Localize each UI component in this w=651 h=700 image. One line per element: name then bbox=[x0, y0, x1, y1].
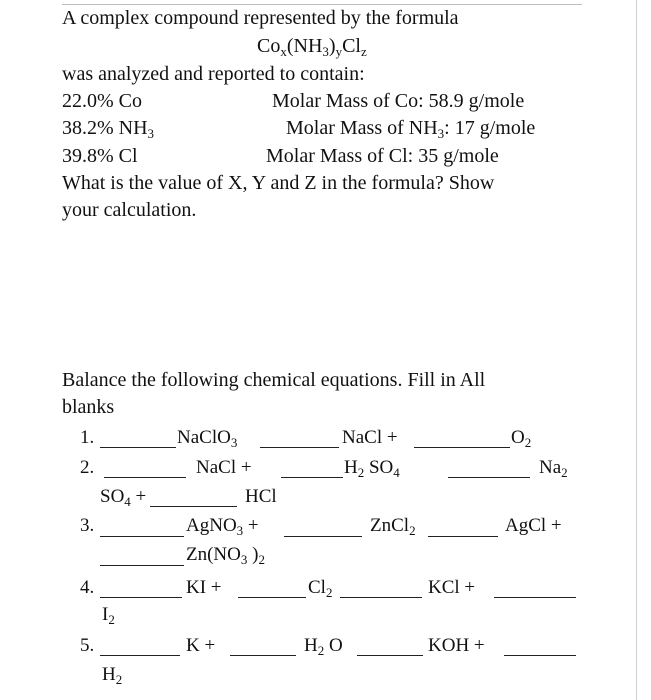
eq2-number: 2. bbox=[80, 457, 95, 478]
compound-formula: $Co_x(NH_3)_yCl_z$ bbox=[257, 35, 367, 59]
eq2-product-2: HCl bbox=[245, 486, 277, 507]
eq4-blank-2[interactable] bbox=[238, 597, 306, 598]
cl-percent: 39.8% Cl bbox=[62, 145, 138, 167]
eq5-blank-1[interactable] bbox=[100, 655, 180, 656]
balance-heading-line-1: Balance the following chemical equations. Fill in All bbox=[62, 369, 486, 391]
eq3-blank-3[interactable] bbox=[428, 536, 498, 537]
eq2-blank-1[interactable] bbox=[104, 477, 186, 478]
eq4-product-1: KCl + bbox=[428, 577, 476, 598]
eq2-product-1: $Na_2$ bbox=[539, 457, 568, 480]
right-border bbox=[636, 0, 637, 700]
eq2-reactant-2: $H_2$ $SO_4$ bbox=[344, 457, 400, 480]
eq1-blank-3[interactable] bbox=[414, 447, 510, 448]
eq2-blank-3[interactable] bbox=[448, 477, 530, 478]
balance-heading-line-2: blanks bbox=[62, 396, 115, 418]
eq5-number: 5. bbox=[80, 635, 95, 656]
eq1-blank-2[interactable] bbox=[260, 447, 339, 448]
eq4-product-2: $I_2$ bbox=[102, 604, 115, 627]
question-line-2: your calculation. bbox=[62, 199, 197, 221]
question-line-1: What is the value of X, Y and Z in the formula? Show bbox=[62, 172, 495, 194]
eq4-reactant-2: $Cl_2$ bbox=[308, 577, 333, 600]
eq1-product-2: $O_2$ bbox=[511, 427, 532, 450]
eq3-blank-2[interactable] bbox=[284, 536, 362, 537]
eq3-product-1: AgCl + bbox=[505, 515, 562, 536]
eq3-blank-1[interactable] bbox=[100, 536, 184, 537]
nh3-percent: 38.2% $NH_3$ bbox=[62, 117, 155, 141]
eq4-blank-4[interactable] bbox=[494, 597, 576, 598]
eq5-product-2: $H_2$ bbox=[102, 664, 123, 687]
eq5-reactant-2: $H_2$ O bbox=[304, 635, 343, 658]
eq5-blank-3[interactable] bbox=[357, 655, 423, 656]
cl-molar-mass: Molar Mass of Cl: 35 g/mole bbox=[266, 145, 499, 167]
eq5-product-1: KOH + bbox=[428, 635, 485, 656]
eq5-blank-2[interactable] bbox=[230, 655, 296, 656]
co-molar-mass: Molar Mass of Co: 58.9 g/mole bbox=[272, 90, 525, 112]
eq4-number: 4. bbox=[80, 577, 95, 598]
eq2-blank-4[interactable] bbox=[150, 506, 237, 507]
eq3-number: 3. bbox=[80, 515, 95, 536]
eq5-reactant-1: K + bbox=[186, 635, 216, 656]
intro-text: A complex compound represented by the formula bbox=[62, 7, 459, 29]
eq1-product-1: NaCl + bbox=[342, 427, 398, 448]
eq1-reactant: NaClO$_3$ bbox=[177, 427, 238, 450]
eq4-blank-3[interactable] bbox=[340, 597, 422, 598]
eq3-product-2: $Zn(NO_3$ )$_2$ bbox=[186, 544, 265, 567]
eq4-blank-1[interactable] bbox=[100, 597, 182, 598]
eq5-blank-4[interactable] bbox=[504, 655, 576, 656]
eq3-blank-4[interactable] bbox=[100, 565, 184, 566]
eq1-number: 1. bbox=[80, 427, 95, 448]
nh3-molar-mass: Molar Mass of $NH_3$: 17 g/mole bbox=[286, 117, 536, 141]
eq2-blank-2[interactable] bbox=[281, 477, 343, 478]
co-percent: 22.0% Co bbox=[62, 90, 142, 112]
eq4-reactant-1: KI + bbox=[186, 577, 222, 598]
eq3-reactant-2: ZnCl$_2$ bbox=[370, 515, 416, 538]
reported-text: was analyzed and reported to contain: bbox=[62, 63, 365, 85]
top-rule bbox=[62, 4, 582, 5]
eq2-reactant-1: NaCl + bbox=[196, 457, 252, 478]
eq1-blank-1[interactable] bbox=[100, 447, 176, 448]
eq3-reactant-1: AgNO$_3$ + bbox=[186, 515, 259, 538]
eq2-product-1-cont: $SO_4$ + bbox=[100, 486, 147, 509]
